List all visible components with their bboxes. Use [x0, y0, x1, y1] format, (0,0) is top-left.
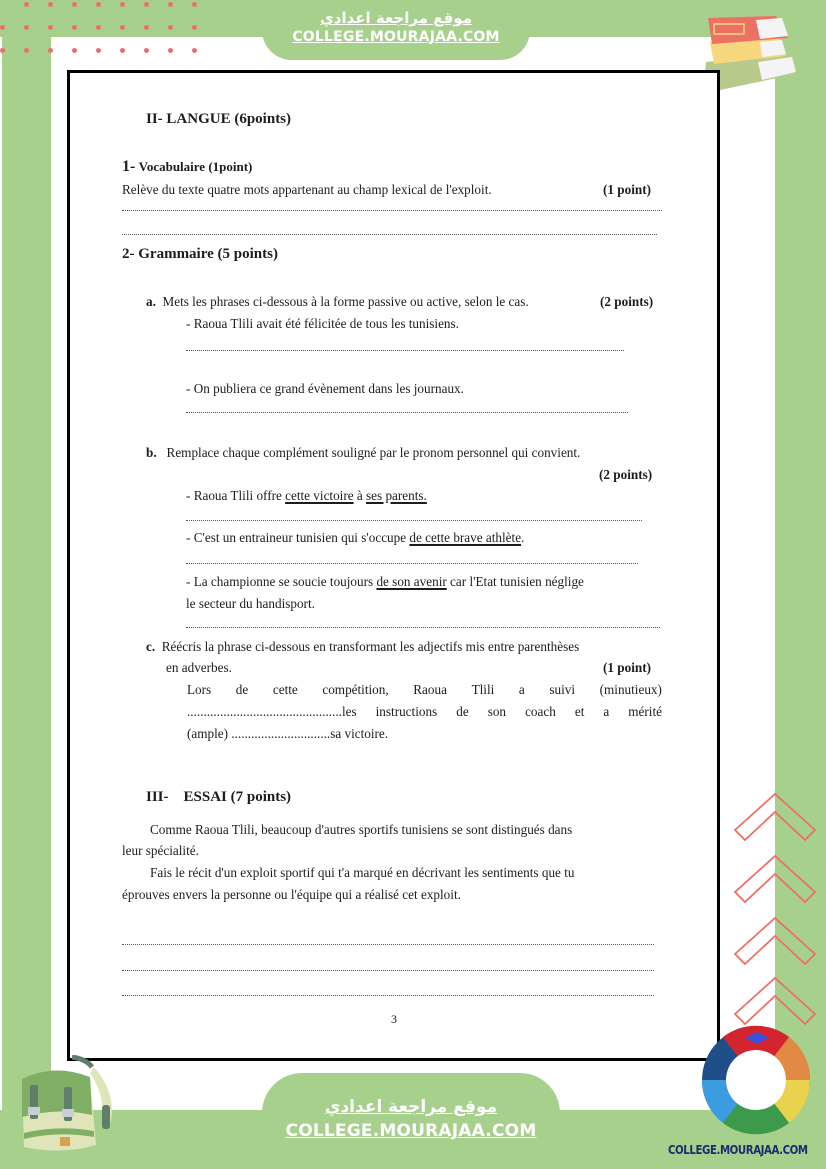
exercise-a-instruction: a. Mets les phrases ci-dessous à la forme passive ou active, selon le cas. [146, 294, 529, 309]
answer-line[interactable] [186, 627, 660, 628]
exercise-b-instruction: b. Remplace chaque complément souligné par le pronom personnel qui convient. [146, 445, 581, 460]
exercise-c-line-1: Lors de cette compétition, Raoua Tlili a suivi (minutieux) [187, 682, 662, 697]
section-langue-title: II- LANGUE (6points) [146, 111, 292, 127]
exercise-b-sentence-2: - C'est un entraineur tunisien qui s'occupe de cette brave athlète. [186, 530, 525, 545]
essay-paragraph-2-cont: éprouves envers la personne ou l'équipe qui a réalisé cet exploit. [122, 887, 461, 902]
exercise-b-sentence-3-cont: le secteur du handisport. [186, 596, 315, 611]
blank-adverb-1[interactable]: ...............................................les [187, 704, 357, 719]
footer-banner [262, 1073, 560, 1169]
exercise-a-points: (2 points) [600, 294, 654, 309]
exercise-c-line-3: (ample) ..............................sa victoire. [187, 726, 389, 741]
footer-arabic-title: موقع مراجعة اعدادي [324, 1097, 498, 1117]
exercise-b-sentence-3: - La championne se soucie toujours de son avenir car l'Etat tunisien néglige [186, 574, 584, 589]
answer-line[interactable] [186, 520, 642, 521]
grammar-title: 2- Grammaire (5 points) [122, 246, 278, 262]
exercise-c-instruction: c. Réécris la phrase ci-dessous en transformant les adjectifs mis entre parenthèses [146, 639, 580, 654]
chevron-up-icon [733, 790, 826, 1040]
vocab-instruction: Relève du texte quatre mots appartenant au champ lexical de l'exploit. [122, 182, 492, 197]
answer-line[interactable] [186, 350, 624, 351]
exercise-c-instruction-cont: en adverbes. [166, 660, 232, 675]
header-arabic-title: موقع مراجعة اعدادي [320, 9, 472, 27]
vocab-title: 1- Vocabulaire (1point) [122, 158, 253, 175]
essay-paragraph-1-cont: leur spécialité. [122, 843, 199, 858]
header-banner [262, 0, 530, 60]
exercise-c-line-2: ...............................................les instructions de son coach et a mérité [187, 704, 662, 719]
exercise-b-points: (2 points) [599, 467, 653, 482]
essay-paragraph-1: Comme Raoua Tlili, beaucoup d'autres sportifs tunisiens se sont distingués dans [150, 822, 573, 837]
answer-line[interactable] [122, 210, 662, 211]
essay-answer-line[interactable] [122, 995, 654, 996]
section-essai-title: III- ESSAI (7 points) [146, 789, 292, 805]
header-site-link[interactable]: COLLEGE.MOURAJAA.COM [292, 29, 500, 45]
essay-answer-line[interactable] [122, 944, 654, 945]
footer-site-link[interactable]: COLLEGE.MOURAJAA.COM [285, 1121, 537, 1141]
left-green-band [2, 0, 51, 1169]
vocab-points: (1 point) [603, 182, 651, 197]
school-subjects-wheel-icon [695, 1024, 817, 1140]
backpack-icon [14, 1055, 114, 1155]
exercise-a-sentence-2: - On publiera ce grand évènement dans les journaux. [186, 381, 464, 396]
answer-line[interactable] [186, 412, 628, 413]
answer-line[interactable] [122, 234, 657, 235]
essay-paragraph-2: Fais le récit d'un exploit sportif qui t'a marqué en décrivant les sentiments que tu [150, 865, 575, 880]
logo-site-caption[interactable]: COLLEGE.MOURAJAA.COM [668, 1143, 808, 1157]
answer-line[interactable] [186, 563, 638, 564]
exercise-a-sentence-1: - Raoua Tlili avait été félicitée de tous les tunisiens. [186, 316, 459, 331]
exercise-c-points: (1 point) [603, 660, 651, 675]
page-number: 3 [391, 1012, 397, 1026]
exercise-b-sentence-1: - Raoua Tlili offre cette victoire à ses parents. [186, 488, 427, 503]
exam-page [67, 70, 720, 1061]
essay-answer-line[interactable] [122, 970, 654, 971]
